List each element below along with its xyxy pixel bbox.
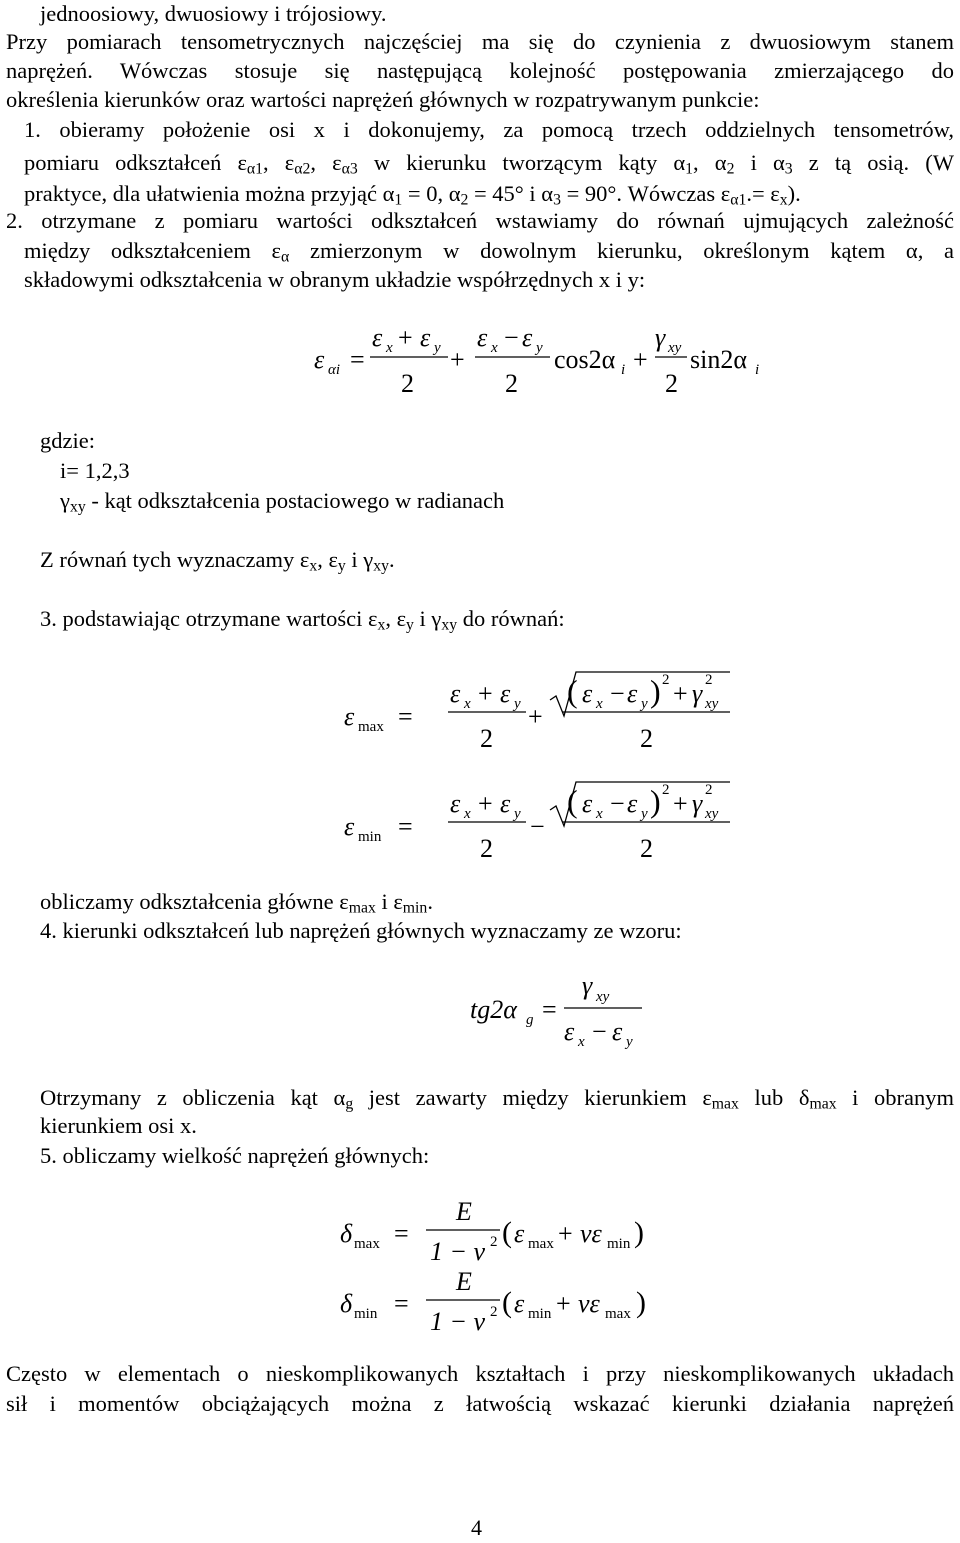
intro-line-3: naprężeń. Wówczas stosuje się następującą kolejność postępowania zmierzającego do	[6, 58, 954, 83]
f1-sin: sin2α	[690, 345, 747, 374]
f5-den-pow: 2	[490, 1234, 498, 1250]
f2-eq: =	[398, 702, 413, 731]
f3-op: −	[530, 812, 545, 841]
f4-den-s2: y	[626, 1034, 633, 1050]
f3-rad-open: (	[567, 783, 578, 819]
formula-tg	[460, 970, 660, 1060]
f1-t3-den: 2	[665, 369, 678, 398]
formula-sigma-min	[330, 1266, 670, 1338]
f5-e1: ε	[514, 1219, 525, 1248]
formula-epsilon-min	[330, 768, 740, 868]
f2-rad-open: (	[567, 673, 578, 709]
f3-lhs-sub: min	[358, 829, 382, 845]
step-2-line-2: między odkształceniem $\varepsilon_\alpha$ zmierzonym w dowolnym kierunku, określonym kątem α, a	[24, 238, 954, 266]
f2-num-e1: ε	[450, 679, 461, 708]
f5-eq: =	[394, 1219, 409, 1248]
formula-epsilon-alpha	[300, 315, 780, 405]
f5-lhs: δ	[340, 1219, 353, 1248]
f2-rad-pow: 2	[662, 672, 670, 688]
f6-lhs-sub: min	[354, 1306, 378, 1322]
f2-op: +	[528, 702, 543, 731]
f4-den-minus: −	[592, 1017, 607, 1046]
step-3-line-1: 3. podstawiając otrzymane wartości $\varepsilon_x$, $\varepsilon_y$ i $\gamma_{xy}$ do równań:	[40, 606, 565, 634]
f1-eq: =	[350, 345, 365, 374]
f2-num-s1: x	[464, 696, 471, 712]
f6-nu: νε	[578, 1289, 600, 1318]
step-1-line-2: pomiaru odkształceń $\varepsilon_{\alpha 1}$, $\varepsilon_{\alpha 2}$, $\varepsilon_{\alpha 3}$ w kierunku tworzącym kąty $\alpha_1$, $\alpha_2$ i $\alpha_3$ z tą osią. (W	[24, 150, 955, 178]
f4-den-e1: ε	[564, 1017, 575, 1046]
where-index-line: i= 1,2,3	[60, 458, 130, 483]
f2-rad-s2: y	[641, 696, 648, 712]
step-4-after-1: Otrzymany z obliczenia kąt $\alpha_g$ jest zawarty między kierunkiem $\varepsilon_{max}$ lub $\delta_{max}$ i obranym	[40, 1085, 955, 1113]
page-number: 4	[471, 1515, 482, 1540]
f4-lhs: tg2α	[470, 995, 517, 1024]
f1-op1: +	[450, 345, 465, 374]
where-result-line: Z równań tych wyznaczamy $\varepsilon_x$, $\varepsilon_y$ i $\gamma_{xy}$.	[40, 547, 395, 575]
f2-rad-plus: +	[673, 679, 688, 708]
f2-rad-e1: ε	[582, 679, 593, 708]
f3-rad-e2: ε	[627, 789, 638, 818]
f5-num: E	[456, 1197, 472, 1226]
f5-s1: max	[528, 1236, 554, 1252]
f5-lhs-sub: max	[354, 1236, 380, 1252]
f5-den: 1 − ν	[430, 1237, 486, 1266]
intro-line-2: Przy pomiarach tensometrycznych najczęściej ma się do czynienia z dwuosiowym stanem	[6, 29, 954, 54]
f3-num-s1: x	[464, 806, 471, 822]
f1-cos-sub: i	[621, 362, 626, 378]
f4-lhs-sub: g	[526, 1012, 534, 1028]
f3-plus: +	[478, 789, 493, 818]
step-4-line-1: 4. kierunki odkształceń lub naprężeń głównych wyznaczamy ze wzoru:	[40, 918, 682, 943]
step-1-line-1: 1. obieramy położenie osi x i dokonujemy, za pomocą trzech oddzielnych tensometrów,	[24, 117, 954, 142]
f2-den: 2	[480, 724, 493, 753]
f1-t2-num-s1: x	[491, 340, 498, 356]
f3-rad-den: 2	[640, 834, 653, 863]
f3-rad-e1: ε	[582, 789, 593, 818]
f1-t1-num-e1: ε	[372, 323, 383, 352]
f3-lhs: ε	[344, 812, 355, 841]
formula-sigma-max	[330, 1196, 670, 1268]
f3-rad-minus: −	[610, 789, 625, 818]
f1-t2-num-e1: ε	[477, 323, 488, 352]
f6-e1: ε	[514, 1289, 525, 1318]
f4-den-e2: ε	[612, 1017, 623, 1046]
step-4-after-2: kierunkiem osi x.	[40, 1113, 197, 1138]
step-3-after: obliczamy odkształcenia główne $\varepsilon_{max}$ i $\varepsilon_{min}$.	[40, 889, 433, 917]
f4-num-sub: xy	[596, 989, 610, 1005]
f6-open: (	[502, 1286, 512, 1319]
f2-rad-g-pow: 2	[705, 672, 713, 688]
formula-epsilon-max	[330, 662, 740, 762]
step-2-line-1: 2. otrzymane z pomiaru wartości odkształceń wstawiamy do równań ujmujących zależność	[6, 208, 954, 233]
f2-lhs: ε	[344, 702, 355, 731]
f2-rad-s1: x	[596, 696, 603, 712]
f1-t2-den: 2	[505, 369, 518, 398]
f2-num-e2: ε	[500, 679, 511, 708]
f3-rad-g-pow: 2	[705, 782, 713, 798]
f2-lhs-sub: max	[358, 719, 384, 735]
closing-line-2: sił i momentów obciążających można z łatwością wskazać kierunki działania naprężeń	[6, 1391, 954, 1416]
f3-rad-close: )	[650, 783, 661, 819]
f5-close: )	[634, 1216, 644, 1249]
f1-t1-num-e2: ε	[420, 323, 431, 352]
f4-den-s1: x	[578, 1034, 585, 1050]
f6-s1: min	[528, 1306, 552, 1322]
step-2-line-3: składowymi odkształcenia w obranym układzie współrzędnych x i y:	[24, 267, 646, 292]
f2-rad-den: 2	[640, 724, 653, 753]
f2-rad-g-sub: xy	[705, 696, 719, 712]
f1-t2-minus: −	[504, 323, 519, 352]
f6-s2: max	[605, 1306, 631, 1322]
f2-plus: +	[478, 679, 493, 708]
f4-eq: =	[542, 995, 557, 1024]
f2-rad-g: γ	[692, 679, 703, 708]
f3-eq: =	[398, 812, 413, 841]
f3-rad-plus: +	[673, 789, 688, 818]
f5-open: (	[502, 1216, 512, 1249]
f2-rad-minus: −	[610, 679, 625, 708]
f2-rad-e2: ε	[627, 679, 638, 708]
f3-rad-s2: y	[641, 806, 648, 822]
f6-den-pow: 2	[490, 1304, 498, 1320]
f4-num: γ	[582, 971, 593, 1000]
f3-rad-pow: 2	[662, 782, 670, 798]
f3-den: 2	[480, 834, 493, 863]
f6-den: 1 − ν	[430, 1307, 486, 1336]
f5-plus: +	[558, 1219, 573, 1248]
f1-t2-num-s2: y	[536, 340, 543, 356]
intro-line-1: jednoosiowy, dwuosiowy i trójosiowy.	[40, 1, 387, 26]
f1-t3-num: γ	[655, 323, 666, 352]
f1-t1-num-s1: x	[386, 340, 393, 356]
f6-lhs: δ	[340, 1289, 353, 1318]
f3-rad-g: γ	[692, 789, 703, 818]
step-5-line-1: 5. obliczamy wielkość naprężeń głównych:	[40, 1143, 430, 1168]
f1-sin-sub: i	[755, 362, 760, 378]
f1-t1-num-s2: y	[434, 340, 441, 356]
f3-num-s2: y	[514, 806, 521, 822]
f6-plus: +	[556, 1289, 571, 1318]
step-1-line-3: praktyce, dla ułatwienia można przyjąć $\alpha_1 = 0$, $\alpha_2 = 45^\circ$ i $\alpha_3 = 90^\circ$. Wówczas $\varepsilon_{\alpha 1}.= \varepsilon_x$).	[24, 181, 801, 209]
f6-num: E	[456, 1267, 472, 1296]
f2-num-s2: y	[514, 696, 521, 712]
where-label: gdzie:	[40, 428, 95, 453]
f1-t1-den: 2	[401, 369, 414, 398]
closing-line-1: Często w elementach o nieskomplikowanych kształtach i przy nieskomplikowanych układach	[6, 1361, 954, 1386]
f1-t3-num-sub: xy	[668, 340, 682, 356]
intro-line-4: określenia kierunków oraz wartości naprężeń głównych w rozpatrywanym punkcie:	[6, 87, 760, 112]
f5-nu: νε	[580, 1219, 602, 1248]
f3-rad-g-sub: xy	[705, 806, 719, 822]
f3-num-e2: ε	[500, 789, 511, 818]
f6-close: )	[636, 1286, 646, 1319]
f1-lhs: ε	[314, 345, 325, 374]
f3-rad-s1: x	[596, 806, 603, 822]
f1-op2: +	[633, 345, 648, 374]
f1-t1-plus: +	[398, 323, 413, 352]
where-gamma-line: $\gamma_{xy}$ - kąt odkształcenia postaciowego w radianach	[60, 488, 505, 516]
f1-t2-num-e2: ε	[522, 323, 533, 352]
f2-rad-close: )	[650, 673, 661, 709]
f1-cos: cos2α	[554, 345, 616, 374]
f1-lhs-sub: αi	[328, 362, 341, 378]
f3-num-e1: ε	[450, 789, 461, 818]
f5-s2: min	[607, 1236, 631, 1252]
f6-eq: =	[394, 1289, 409, 1318]
